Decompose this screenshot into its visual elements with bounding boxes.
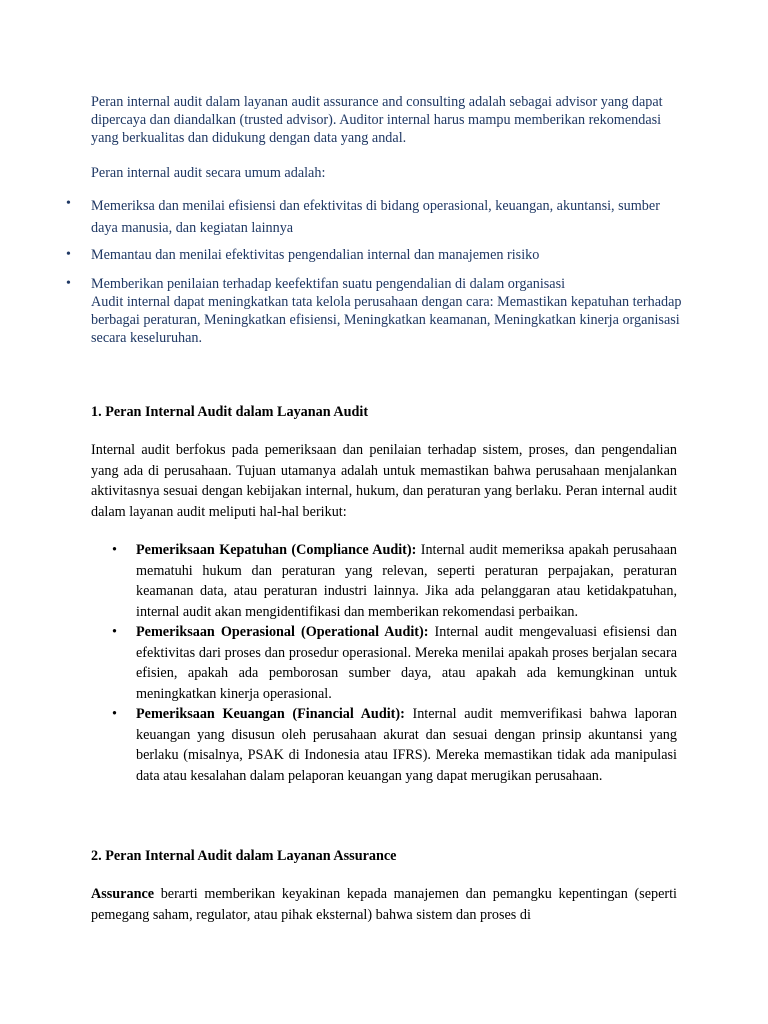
audit-type-item-operational <box>112 622 677 704</box>
section-2-heading: 2. Peran Internal Audit dalam Layanan Assurance <box>91 848 397 864</box>
audit-type-description: Internal audit mengevaluasi efisiensi dan efektivitas dari proses dan prosedur operasional. Mereka menilai apakah proses berjalan secara efisien, apakah ada pemborosan sumber daya, atau apakah ada kemungkinan untuk meningkatkan kinerja operasional. <box>136 624 677 702</box>
audit-type-term: Pemeriksaan Kepatuhan (Compliance Audit): <box>136 542 417 558</box>
bullet-icon: • <box>112 542 117 558</box>
intro-paragraph-3: Audit internal dapat meningkatkan tata kelola perusahaan dengan cara: Memastikan kepatuhan terhadap berbagai peraturan, Meningkatkan efisiensi, Meningkatkan keamanan, Meningkatkan kinerja organisasi secara keseluruhan. <box>91 294 682 346</box>
intro-bullet-text: Memberikan penilaian terhadap keefektifan suatu pengendalian di dalam organisasi <box>91 276 566 292</box>
section-1-heading: 1. Peran Internal Audit dalam Layanan Audit <box>91 404 369 420</box>
audit-type-term: Pemeriksaan Keuangan (Financial Audit): <box>136 706 405 722</box>
intro-paragraph-1: Peran internal audit dalam layanan audit assurance and consulting adalah sebagai advisor yang dapat dipercaya dan diandalkan (trusted advisor). Auditor internal harus mampu memberikan rekomendasi yang berkualitas dan didukung dengan data yang andal. <box>91 94 663 146</box>
section-1-paragraph: Internal audit berfokus pada pemeriksaan dan penilaian terhadap sistem, proses, dan pengendalian yang ada di perusahaan. Tujuan utamanya adalah untuk memastikan bahwa perusahaan menjalankan aktivitasnya sesuai dengan kebijakan internal, hukum, dan peraturan yang berlaku. Peran internal audit dalam layanan audit meliputi hal-hal berikut: <box>91 442 677 520</box>
assurance-description: berarti memberikan keyakinan kepada manajemen dan pemangku kepentingan (seperti pemegang saham, regulator, atau pihak eksternal) bahwa sistem dan proses di <box>91 886 677 923</box>
bullet-icon: • <box>66 196 71 211</box>
audit-type-item-compliance <box>112 540 677 622</box>
intro-paragraph-2: Peran internal audit secara umum adalah: <box>91 165 326 181</box>
audit-type-list <box>112 540 677 786</box>
audit-type-description: Internal audit memeriksa apakah perusahaan mematuhi hukum dan peraturan yang relevan, seperti peraturan perpajakan, peraturan keamanan data, atau peraturan industri lainnya. Jika ada pelanggaran atau ketidakpatuhan, internal audit akan mengidentifikasi dan memberikan rekomendasi perbaikan. <box>136 542 677 620</box>
audit-type-term: Pemeriksaan Operasional (Operational Audit): <box>136 624 429 640</box>
audit-type-item-financial <box>112 704 677 786</box>
audit-type-description: Internal audit memverifikasi bahwa laporan keuangan yang disusun oleh perusahaan akurat dan sesuai dengan prinsip akuntansi yang berlaku (misalnya, PSAK di Indonesia atau IFRS). Mereka memastikan tidak ada manipulasi data atau kesalahan dalam pelaporan keuangan yang dapat merugikan perusahaan. <box>136 706 678 784</box>
intro-bullet-text: Memantau dan menilai efektivitas pengendalian internal dan manajemen risiko <box>91 247 540 263</box>
section-2-paragraph <box>91 884 677 925</box>
bullet-icon: • <box>66 276 71 291</box>
bullet-icon: • <box>112 624 117 640</box>
intro-bullet-text: Memeriksa dan menilai efisiensi dan efektivitas di bidang operasional, keuangan, akuntansi, sumber daya manusia, dan kegiatan lainnya <box>91 198 660 236</box>
assurance-term: Assurance <box>91 886 155 902</box>
bullet-icon: • <box>66 247 71 262</box>
bullet-icon: • <box>112 706 117 722</box>
